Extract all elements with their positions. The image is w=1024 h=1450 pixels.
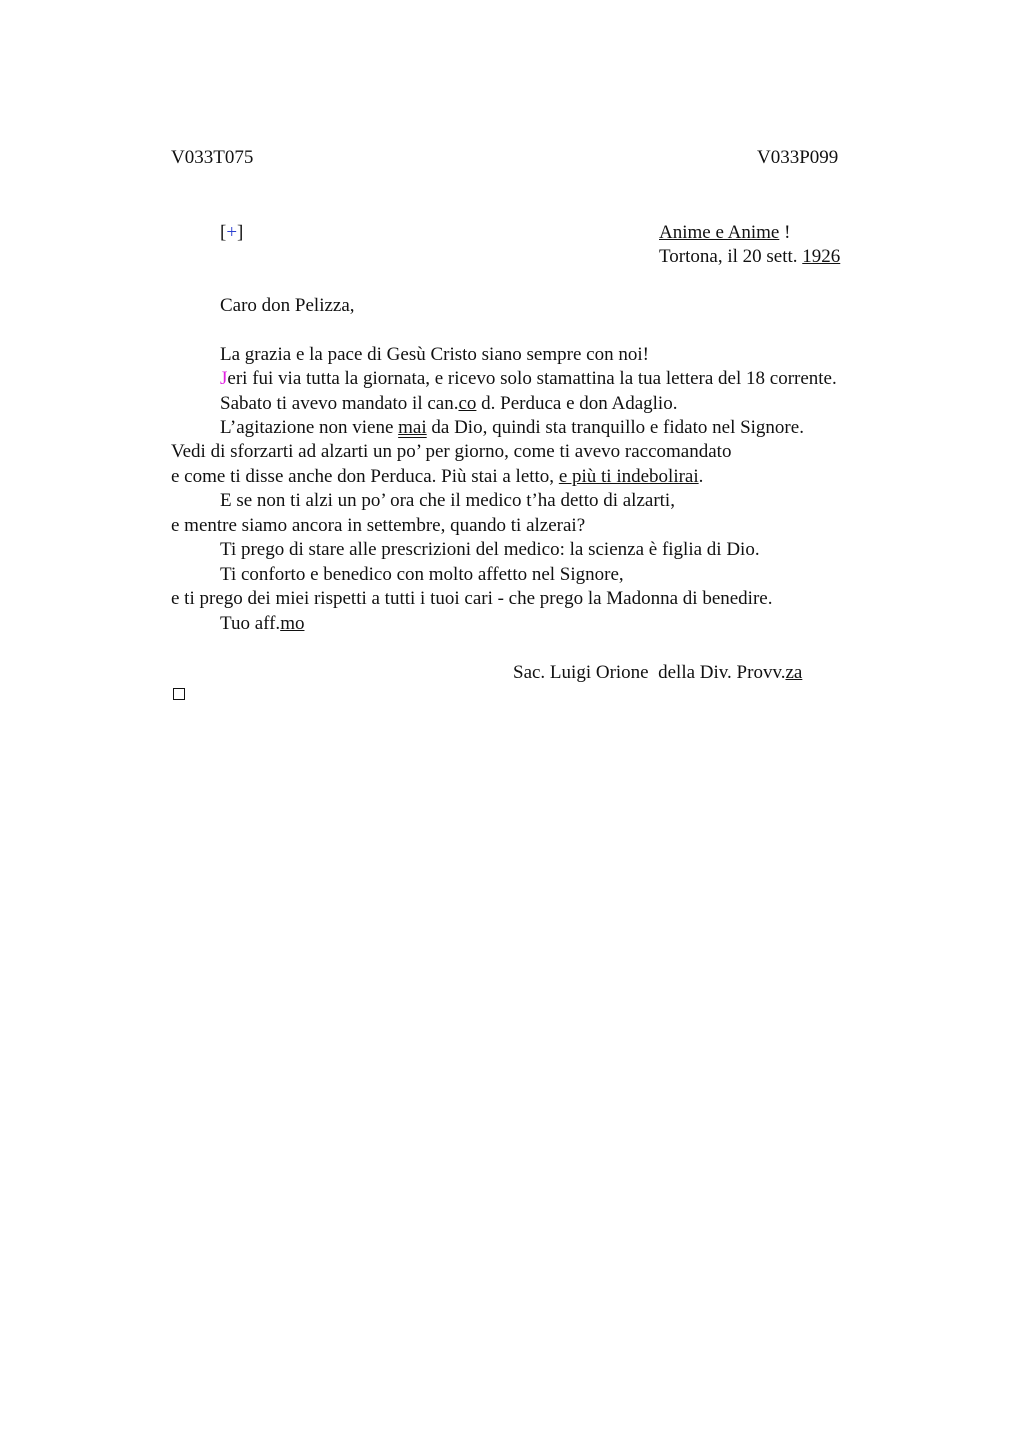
closing xyxy=(220,612,304,636)
body-line: Ti prego di stare alle prescrizioni del medico: la scienza è figlia di Dio. xyxy=(220,539,760,560)
body-line: Vedi di sforzarti ad alzarti un po’ per giorno, come ti avevo raccomandato xyxy=(171,441,732,462)
body-line: La grazia e la pace di Gesù Cristo siano sempre con noi! xyxy=(220,344,649,365)
motto-suffix: ! xyxy=(779,222,791,243)
body-text: eri fui via tutta la giornata, e ricevo solo stamattina la tua lettera del 18 corrente. xyxy=(227,368,837,389)
body-text: da Dio, quindi sta tranquillo e fidato nel Signore. xyxy=(426,417,804,438)
place-date xyxy=(659,245,840,269)
greeting: Caro don Pelizza, xyxy=(220,295,355,316)
closing-text: Tuo aff. xyxy=(220,613,281,634)
body-text: e come ti disse anche don Perduca. Più stai a letto, xyxy=(171,466,559,487)
signature-text: Sac. Luigi Orione della Div. Provv. xyxy=(513,662,786,683)
body-line xyxy=(220,367,837,391)
motto xyxy=(659,221,790,245)
body-line: Ti conforto e benedico con molto affetto nel Signore, xyxy=(220,564,624,585)
emphasis: mai xyxy=(398,417,427,438)
archive-code-right: V033P099 xyxy=(757,147,839,168)
place-date-text: Tortona, il 20 sett. xyxy=(659,246,803,267)
body-line: e ti prego dei miei rispetti a tutti i tuoi cari - che prego la Madonna di benedire. xyxy=(171,588,773,609)
body-line: e mentre siamo ancora in settembre, quando ti alzerai? xyxy=(171,515,586,536)
body-text: . xyxy=(698,466,704,487)
abbreviation: co xyxy=(458,393,477,414)
motto-text: Anime e Anime xyxy=(659,222,780,243)
archive-code-left: V033T075 xyxy=(171,147,254,168)
cross-icon: + xyxy=(226,222,238,243)
year: 1926 xyxy=(802,246,841,267)
bracket-close: ] xyxy=(237,222,244,243)
body-line: E se non ti alzi un po’ ora che il medico t’ha detto di alzarti, xyxy=(220,490,675,511)
body-text: L’agitazione non viene xyxy=(220,417,399,438)
body-line xyxy=(220,392,677,416)
body-text: Sabato ti avevo mandato il can. xyxy=(220,393,459,414)
bracket-open: [ xyxy=(220,222,227,243)
body-line xyxy=(171,465,703,489)
abbreviation: mo xyxy=(280,613,305,634)
emphasis: e più ti indebolirai xyxy=(558,466,699,487)
cross-marker xyxy=(220,221,243,245)
body-text: d. Perduca e don Adaglio. xyxy=(476,393,678,414)
abbreviation: za xyxy=(785,662,803,683)
signature xyxy=(513,661,802,685)
body-line xyxy=(220,416,804,440)
initial-letter: J xyxy=(220,368,228,389)
end-marker-icon xyxy=(173,688,185,700)
